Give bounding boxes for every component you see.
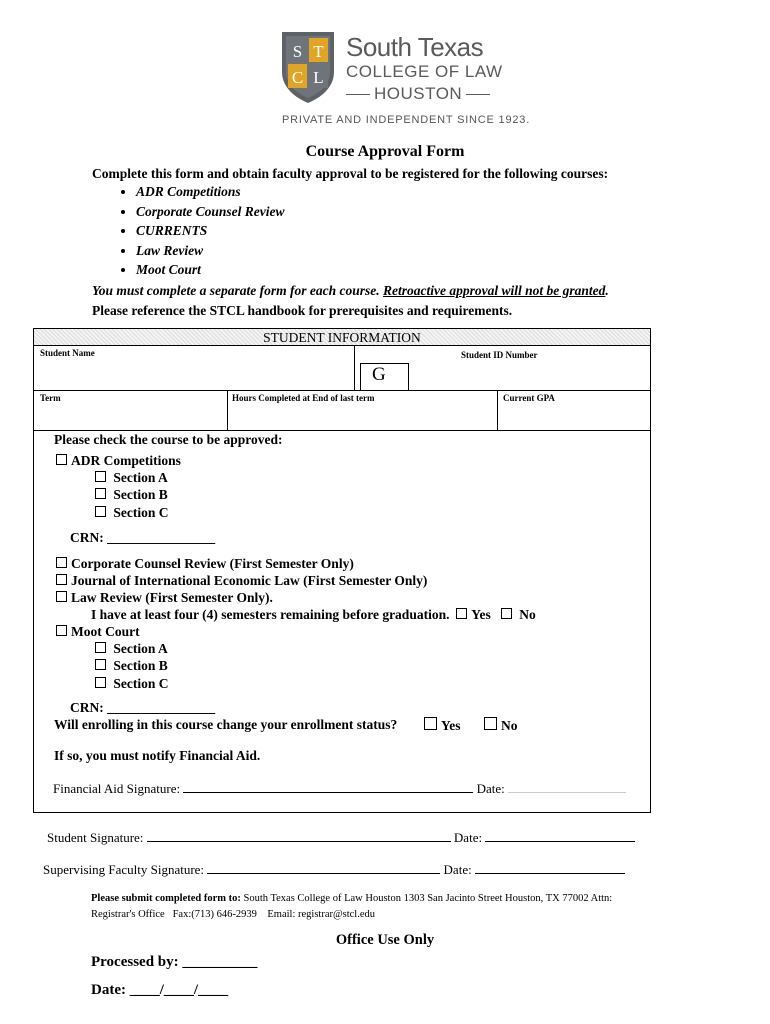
shield-letter-l: L	[313, 68, 324, 87]
logo-line3	[346, 84, 490, 104]
retroactive-note: Retroactive approval will not be granted	[382, 283, 606, 298]
moot-crn[interactable]	[70, 700, 215, 716]
journal-label: Journal of International Economic Law (First Semester Only)	[71, 573, 428, 588]
enroll-yes[interactable]	[424, 717, 461, 734]
moot-option[interactable]	[56, 624, 140, 640]
adr-section-b-checkbox[interactable]	[95, 488, 106, 499]
check-heading: Please check the course to be approved:	[54, 432, 283, 447]
hours-label: Hours Completed at End of last term	[232, 393, 375, 403]
semesters-text: I have at least four (4) semesters remaining before graduation.	[91, 607, 450, 622]
handbook-note: Please reference the STCL handbook for prerequisites and requirements.	[92, 303, 513, 318]
adr-section-b[interactable]	[95, 487, 168, 503]
section-c-label: Section C	[113, 676, 169, 691]
office-date: Date: ____/____/____	[91, 982, 229, 998]
submit-instructions	[91, 893, 612, 904]
logo-houston: HOUSTON	[374, 84, 463, 103]
page-title: Course Approval Form	[305, 143, 465, 160]
note-part1: You must complete a separate form for each course.	[92, 283, 383, 298]
student-date-line[interactable]	[485, 841, 635, 842]
date-label: Date:	[443, 862, 472, 877]
moot-section-c-checkbox[interactable]	[95, 677, 106, 688]
fin-aid-sig-label: Financial Aid Signature:	[53, 781, 181, 796]
processed-by: Processed by: __________	[91, 954, 258, 970]
enroll-text: Will enrolling in this course change your enrollment status?	[54, 717, 398, 732]
divider	[354, 346, 355, 391]
crn-label: CRN:	[70, 530, 104, 545]
office-use-heading: Office Use Only	[335, 932, 435, 948]
section-a-label: Section A	[113, 470, 168, 485]
student-info-header: STUDENT INFORMATION	[33, 328, 651, 346]
adr-checkbox[interactable]	[56, 454, 67, 465]
crn-label: CRN:	[70, 700, 104, 715]
faculty-sig-label: Supervising Faculty Signature:	[43, 862, 205, 877]
student-id-label: Student ID Number	[461, 350, 538, 360]
fin-aid-sig-line[interactable]	[183, 792, 473, 793]
adr-section-a-checkbox[interactable]	[95, 471, 106, 482]
journal-checkbox[interactable]	[56, 574, 67, 585]
yes-label: Yes	[471, 607, 491, 622]
list-item: • Moot Court	[136, 260, 285, 280]
adr-section-c-checkbox[interactable]	[95, 506, 106, 517]
semesters-no-checkbox[interactable]	[501, 608, 512, 619]
divider	[33, 390, 651, 391]
enrollment-question	[54, 717, 397, 733]
section-c-label: Section C	[113, 505, 169, 520]
law-review-label: Law Review (First Semester Only).	[71, 590, 273, 605]
list-item: • Corporate Counsel Review	[136, 202, 285, 222]
id-prefix: G	[372, 364, 386, 385]
section-b-label: Section B	[113, 487, 168, 502]
adr-section-c[interactable]	[95, 505, 169, 521]
moot-label: Moot Court	[71, 624, 140, 639]
shield-letter-t: T	[313, 42, 324, 61]
student-name-field[interactable]	[36, 360, 354, 390]
faculty-signature	[43, 862, 625, 878]
divider	[408, 363, 409, 390]
no-label: No	[519, 607, 536, 622]
fin-aid-date-line[interactable]	[508, 792, 626, 793]
faculty-date-line[interactable]	[475, 873, 625, 874]
logo-tagline: PRIVATE AND INDEPENDENT SINCE 1923.	[282, 114, 531, 126]
stcl-shield-logo	[280, 30, 336, 104]
adr-section-a[interactable]	[95, 470, 168, 486]
note-part3: .	[605, 283, 609, 298]
semesters-question	[91, 607, 536, 623]
moot-section-b[interactable]	[95, 658, 168, 674]
moot-section-a[interactable]	[95, 641, 168, 657]
crn-blank: ________________	[107, 700, 216, 715]
corporate-option[interactable]	[56, 556, 354, 572]
adr-option[interactable]	[56, 453, 181, 469]
law-review-option[interactable]	[56, 590, 273, 606]
list-item: • ADR Competitions	[136, 182, 285, 202]
intro-text: Complete this form and obtain faculty approval to be registered for the following courses:	[92, 166, 609, 181]
section-a-label: Section A	[113, 641, 168, 656]
registrar-contact: Registrar's Office Fax:(713) 646-2939 Email: registrar@stcl.edu	[91, 909, 376, 920]
student-signature	[47, 830, 635, 846]
enroll-no-checkbox[interactable]	[484, 717, 497, 730]
student-sig-line[interactable]	[147, 841, 451, 842]
semesters-yes-checkbox[interactable]	[456, 608, 467, 619]
enroll-yes-checkbox[interactable]	[424, 717, 437, 730]
date-label: Date:	[453, 830, 483, 845]
divider	[227, 391, 228, 431]
adr-crn[interactable]	[70, 530, 215, 546]
moot-section-c[interactable]	[95, 676, 169, 692]
crn-blank: ________________	[107, 530, 216, 545]
term-label: Term	[40, 393, 61, 403]
logo-line2: COLLEGE OF LAW	[346, 62, 503, 81]
financial-aid-notice: If so, you must notify Financial Aid.	[54, 748, 261, 763]
financial-aid-signature	[53, 781, 626, 797]
enroll-no[interactable]	[484, 717, 518, 734]
moot-section-a-checkbox[interactable]	[95, 642, 106, 653]
submit-address: South Texas College of Law Houston 1303 San Jacinto Street Houston, TX 77002 Attn:	[240, 893, 613, 904]
shield-letter-s: S	[292, 42, 303, 61]
journal-option[interactable]	[56, 573, 427, 589]
student-name-label: Student Name	[40, 348, 95, 358]
faculty-sig-line[interactable]	[207, 873, 440, 874]
corporate-checkbox[interactable]	[56, 557, 67, 568]
list-item: • Law Review	[136, 241, 285, 261]
divider	[497, 391, 498, 431]
corporate-label: Corporate Counsel Review (First Semester Only)	[71, 556, 354, 571]
submit-bold: Please submit completed form to:	[91, 893, 241, 904]
section-b-label: Section B	[113, 658, 168, 673]
shield-letter-c: C	[291, 68, 304, 87]
separate-form-note	[92, 283, 609, 299]
student-id-field[interactable]	[410, 364, 648, 390]
gpa-label: Current GPA	[503, 393, 555, 403]
date-label: Date:	[476, 781, 505, 796]
student-sig-label: Student Signature:	[47, 830, 144, 845]
list-item: • CURRENTS	[136, 221, 285, 241]
course-list	[92, 182, 285, 280]
logo-line1: South Texas	[346, 32, 484, 62]
no-label: No	[501, 718, 518, 733]
adr-label: ADR Competitions	[71, 453, 181, 468]
yes-label: Yes	[441, 718, 461, 733]
moot-section-b-checkbox[interactable]	[95, 659, 106, 670]
moot-checkbox[interactable]	[56, 625, 67, 636]
law-review-checkbox[interactable]	[56, 591, 67, 602]
